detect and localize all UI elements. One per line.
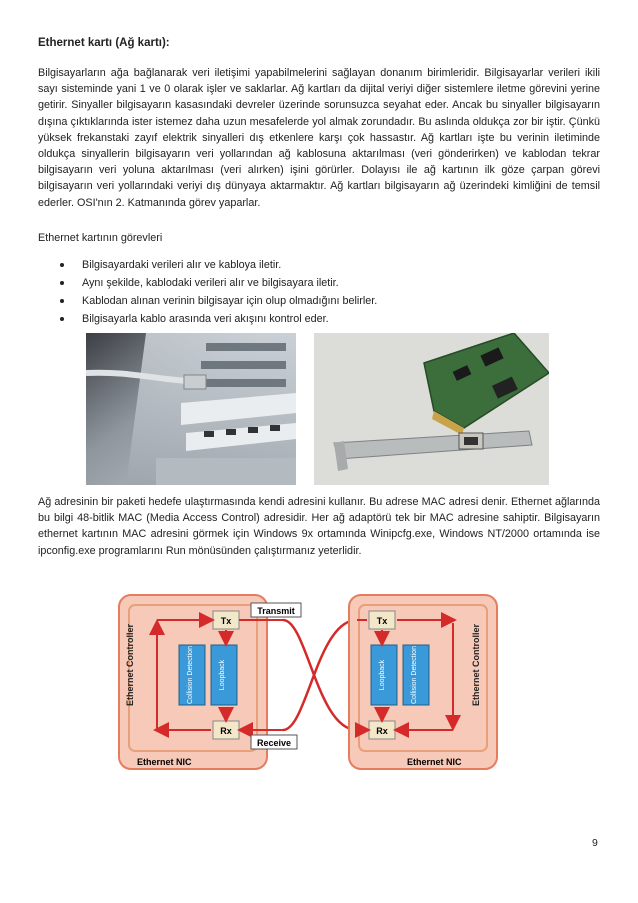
nic-label: Ethernet NIC [407,757,462,767]
rx-label: Rx [220,726,232,736]
nic-right [349,595,497,769]
transmit-label: Transmit [257,606,295,616]
page-number: 9 [592,837,598,849]
list-item: Bilgisayarla kablo arasında veri akışını kontrol eder. [82,310,377,328]
nic-label: Ethernet NIC [137,757,192,767]
section-heading: Ethernet kartı (Ağ kartı): [38,37,170,49]
tx-label: Tx [376,616,388,626]
collision-label: Collision Detection [187,646,194,704]
list-item: Kablodan alınan verinin bilgisayar için olup olmadığını belirler. [82,292,377,310]
receive-label: Receive [256,738,292,748]
rx-label: Rx [376,726,388,736]
controller-label: Ethernet Controller [125,623,135,707]
crossover-cables [283,620,357,730]
intro-paragraph: Bilgisayarların ağa bağlanarak veri iletişimi yapabilmelerini sağlayan donanım birimleridir. Bilgisayarlar verileri ikili sayı sisteminde yani 1 ve 0 olarak işler ve saklarlar. Ağ kartları da dijital veriyi diğer sistemlere iletme görevini yerine getirir. Sinyaller bilgisayarın kasasındaki devreler üzerinde sorunsuzca seyahat eder. Ancak bu sinyaller bilgisayarın dışına çıktıklarında ister istemez daha uzun mesafelerde yol almak zorundadır. Bu aslında oldukça zor bir iştir. Çünkü yüksek frekanstaki zayıf elektrik sinyalleri dış etkenlere karşı çok hassastır. Ağ kartları işte bu verinin iletiminde oldukça sinyallerin bilgisayarın veri yollarından ağ kablosuna aktarılması (veri gönderirken) ve kablodan tekrar bilgisayarın veri yoluna aktarılması (veri alırken) işini görürler. Dolayısı ile ağ kartının ilk göze çarpan görevi bilgisayarın veri yollarındaki veriyi dış dünyaya aktarmaktır. Ağ kartları bilgisayarın ağ üzerindeki kimliğini de temsil ederler. OSI'nın 2. Katmanında görev yaparlar. [38,67,600,209]
loopback-label: Loopback [219,659,226,691]
list-item: Aynı şekilde, kablodaki verileri alır ve bilgisayara iletir. [82,274,377,292]
mac-address-paragraph: Ağ adresinin bir paketi hedefe ulaştırmasında kendi adresini kullanır. Bu adrese MAC adresi denir. Ethernet ağlarında bu bilgi 48-bitlik MAC (Media Access Control) adresidir. Her ağ adaptörü tek bir MAC adresine sahiptir. Bilgisayarın ethernet kartının MAC adresini görmek için Windows 9x ortamında Winipcfg.exe, Windows NT/2000 ortamında ise ipconfig.exe programlarını Run mönüsünden çalıştırmanız yeterlidir. [38,496,600,557]
loopback-label: Loopback [379,659,386,691]
duties-list [40,256,377,328]
collision-label: Collision Detection [411,646,418,704]
duties-heading: Ethernet kartının görevleri [38,232,163,244]
ethernet-nic-diagram [117,583,517,773]
controller-label: Ethernet Controller [471,623,481,707]
network-card-photo [314,333,549,485]
tx-label: Tx [220,616,232,626]
list-item: Bilgisayardaki verileri alır ve kabloya iletir. [82,256,377,274]
computer-case-photo [86,333,296,485]
